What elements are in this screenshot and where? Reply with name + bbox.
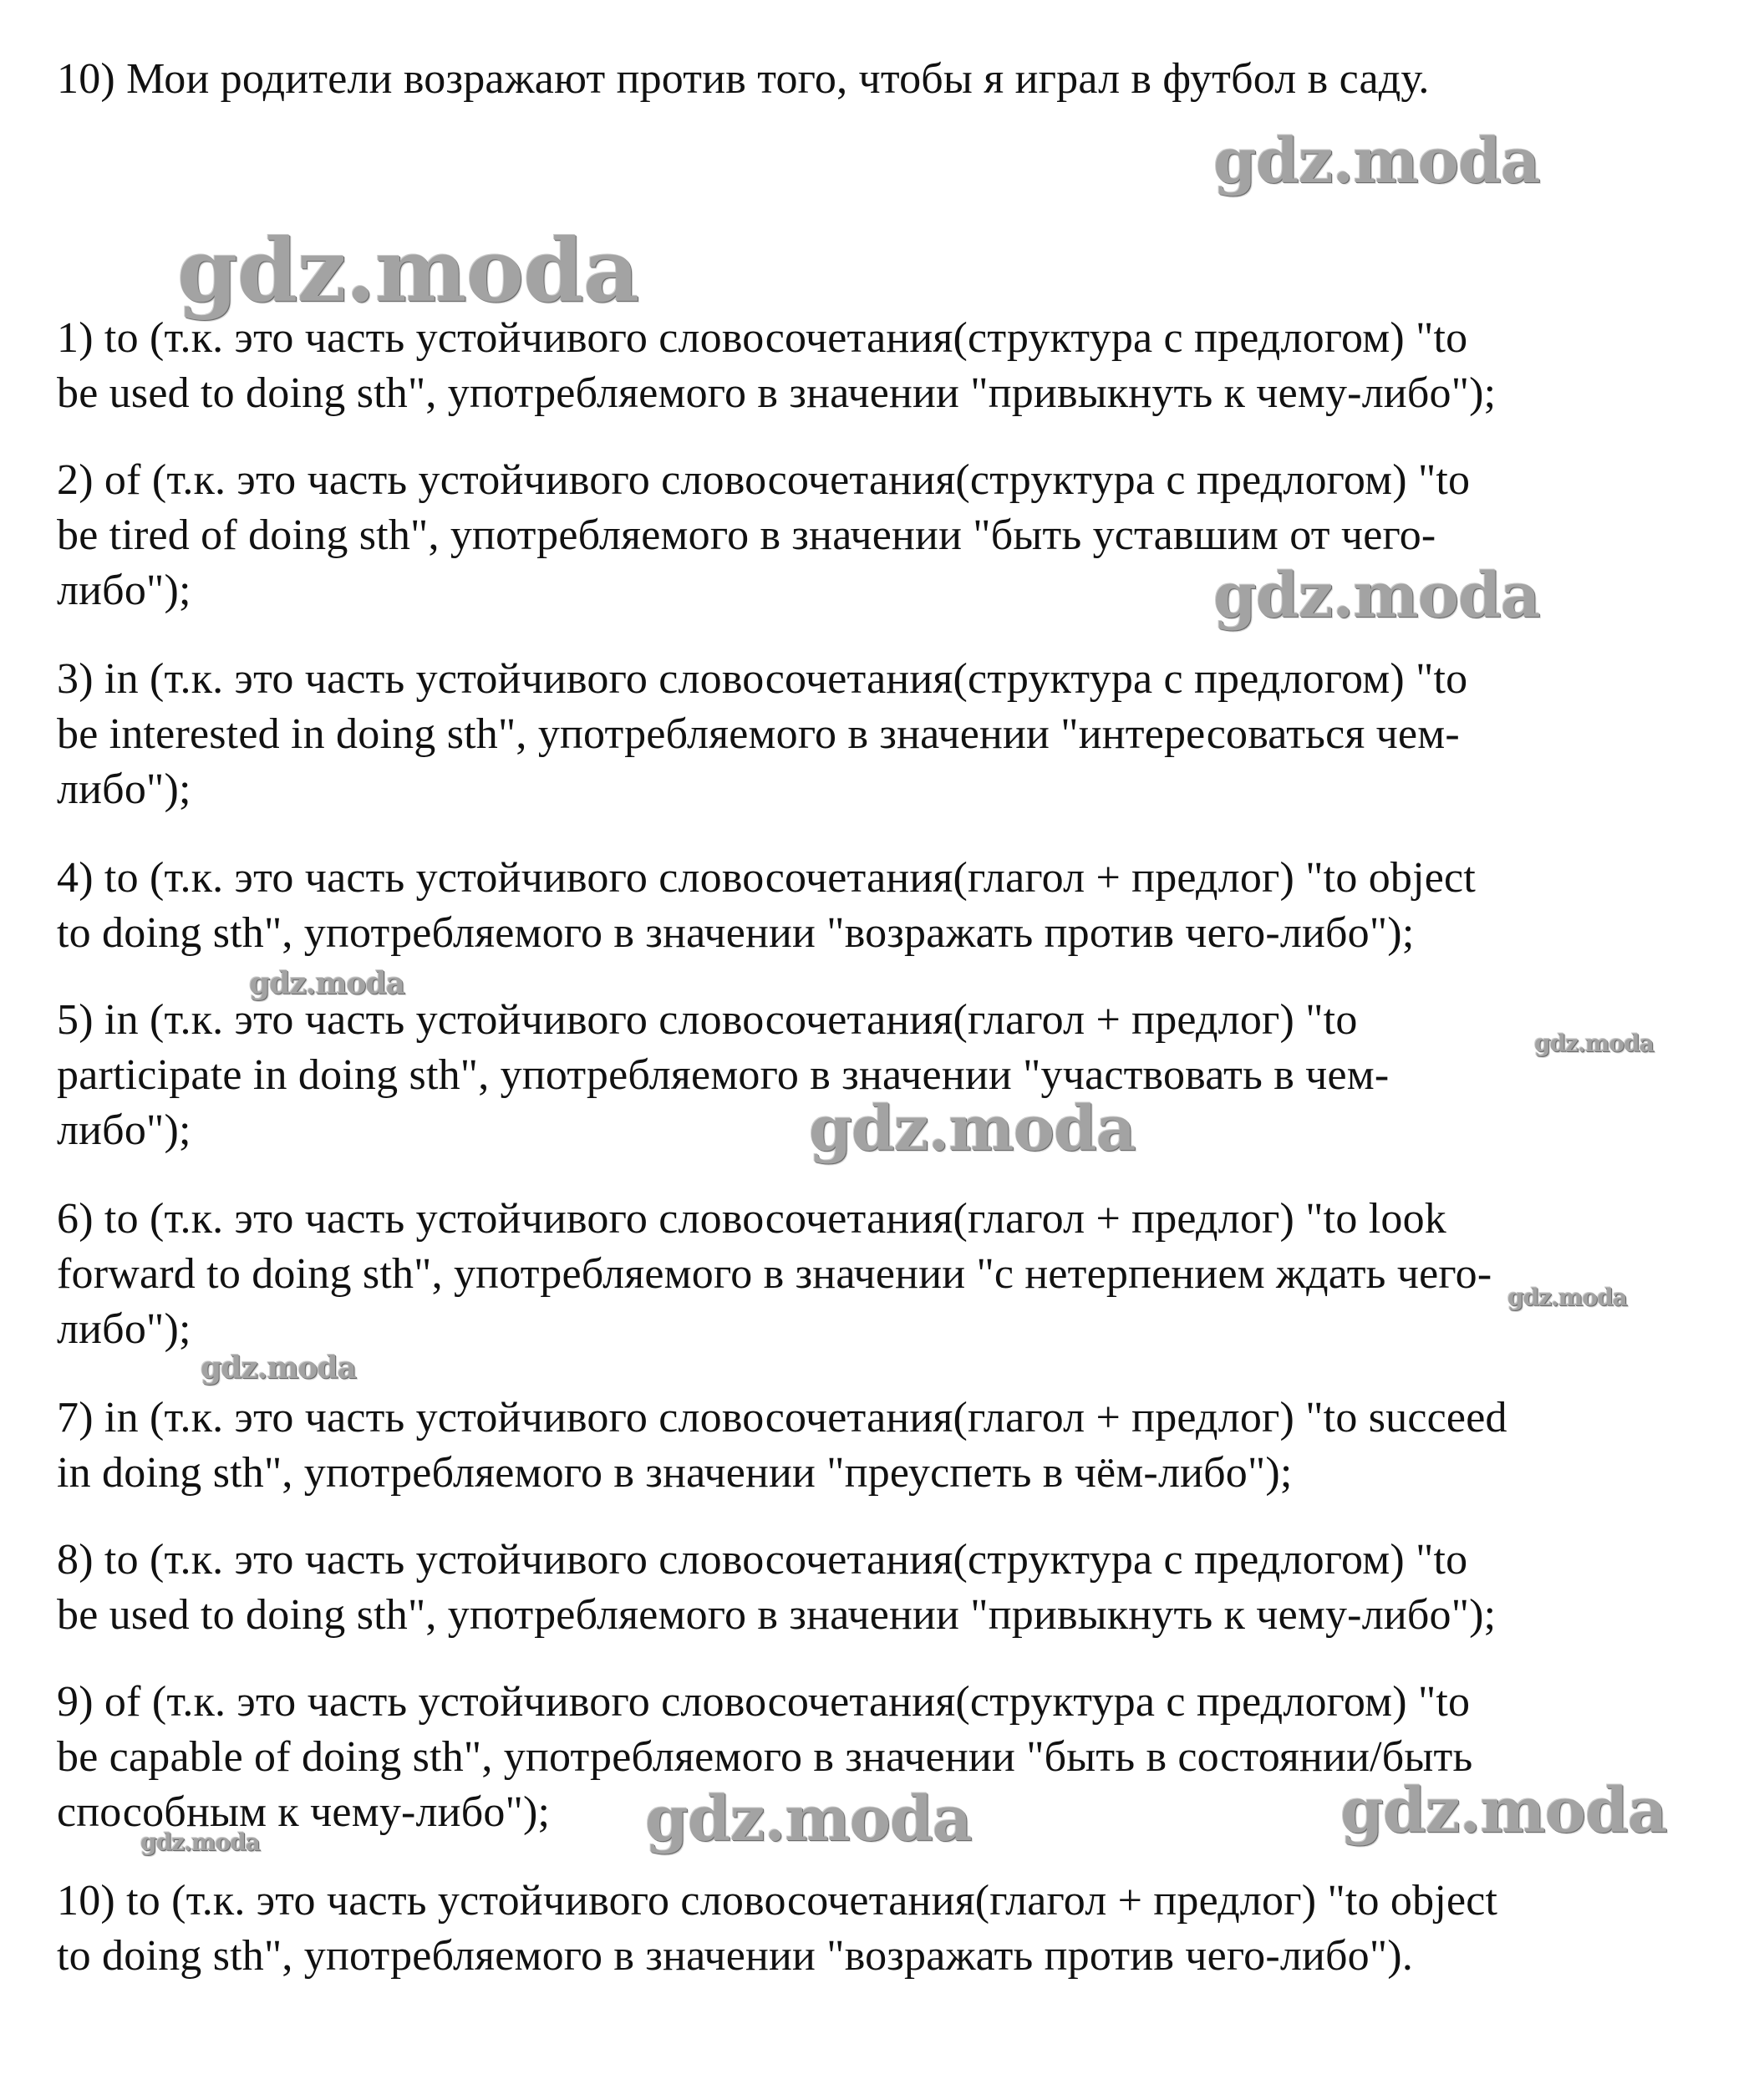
watermark-logo: gdz.moda bbox=[140, 1828, 260, 1856]
answer-9-line-1: 9) of (т.к. это часть устойчивого словосочетания(структура с предлогом) "to bbox=[57, 1678, 1471, 1726]
answer-2-line-3: либо"); bbox=[57, 567, 191, 614]
answer-7-line-2: in doing sth", употребляемого в значении "преуспеть в чём-либо"); bbox=[57, 1449, 1293, 1497]
answer-1-line-2: be used to doing sth", употребляемого в значении "привыкнуть к чему-либо"); bbox=[57, 369, 1497, 417]
answer-3-line-1: 3) in (т.к. это часть устойчивого словосочетания(структура с предлогом) "to bbox=[57, 655, 1468, 703]
watermark-logo: gdz.moda bbox=[645, 1783, 972, 1855]
watermark-logo: gdz.moda bbox=[1507, 1284, 1627, 1311]
answer-4-line-1: 4) to (т.к. это часть устойчивого словосочетания(глагол + предлог) "to object bbox=[57, 854, 1476, 902]
answer-8-line-2: be used to doing sth", употребляемого в значении "привыкнуть к чему-либо"); bbox=[57, 1591, 1497, 1639]
answer-7-line-1: 7) in (т.к. это часть устойчивого словосочетания(глагол + предлог) "to succeed bbox=[57, 1394, 1507, 1442]
answer-2-line-2: be tired of doing sth", употребляемого в значении "быть уставшим от чего- bbox=[57, 511, 1436, 559]
watermark-logo: gdz.moda bbox=[1213, 125, 1540, 197]
answer-3-line-2: be interested in doing sth", употребляемого в значении "интересоваться чем- bbox=[57, 710, 1460, 758]
answer-4-line-2: to doing sth", употребляемого в значении "возражать против чего-либо"); bbox=[57, 909, 1415, 957]
answer-1-line-1: 1) to (т.к. это часть устойчивого словосочетания(структура с предлогом) "to bbox=[57, 314, 1468, 362]
watermark-logo: gdz.moda bbox=[1534, 1030, 1654, 1057]
answer-6-line-3: либо"); bbox=[57, 1305, 191, 1353]
watermark-logo: gdz.moda bbox=[809, 1093, 1136, 1165]
answer-9-line-2: be capable of doing sth", употребляемого в значении "быть в состоянии/быть bbox=[57, 1733, 1473, 1781]
answer-5-line-1: 5) in (т.к. это часть устойчивого словосочетания(глагол + предлог) "to bbox=[57, 996, 1358, 1044]
answer-2-line-1: 2) of (т.к. это часть устойчивого словосочетания(структура с предлогом) "to bbox=[57, 456, 1471, 504]
answer-6-line-2: forward to doing sth", употребляемого в значении "с нетерпением ждать чего- bbox=[57, 1250, 1492, 1298]
task-sentence: 10) Мои родители возражают против того, чтобы я играл в футбол в саду. bbox=[57, 55, 1430, 103]
answer-5-line-2: participate in doing sth", употребляемого в значении "участвовать в чем- bbox=[57, 1051, 1390, 1099]
answer-9-line-3: способным к чему-либо"); bbox=[57, 1788, 551, 1836]
answer-10-line-1: 10) to (т.к. это часть устойчивого словосочетания(глагол + предлог) "to object bbox=[57, 1877, 1498, 1925]
watermark-logo: gdz.moda bbox=[249, 966, 404, 1001]
answer-8-line-1: 8) to (т.к. это часть устойчивого словосочетания(структура с предлогом) "to bbox=[57, 1536, 1468, 1584]
answer-5-line-3: либо"); bbox=[57, 1106, 191, 1154]
answer-10-line-2: to doing sth", употребляемого в значении "возражать против чего-либо"). bbox=[57, 1932, 1414, 1980]
answer-6-line-1: 6) to (т.к. это часть устойчивого словосочетания(глагол + предлог) "to look bbox=[57, 1195, 1446, 1243]
answer-3-line-3: либо"); bbox=[57, 765, 191, 813]
watermark-logo: gdz.moda bbox=[1213, 560, 1540, 632]
watermark-logo: gdz.moda bbox=[201, 1350, 356, 1386]
watermark-logo: gdz.moda bbox=[1340, 1775, 1667, 1847]
watermark-logo: gdz.moda bbox=[177, 219, 639, 322]
